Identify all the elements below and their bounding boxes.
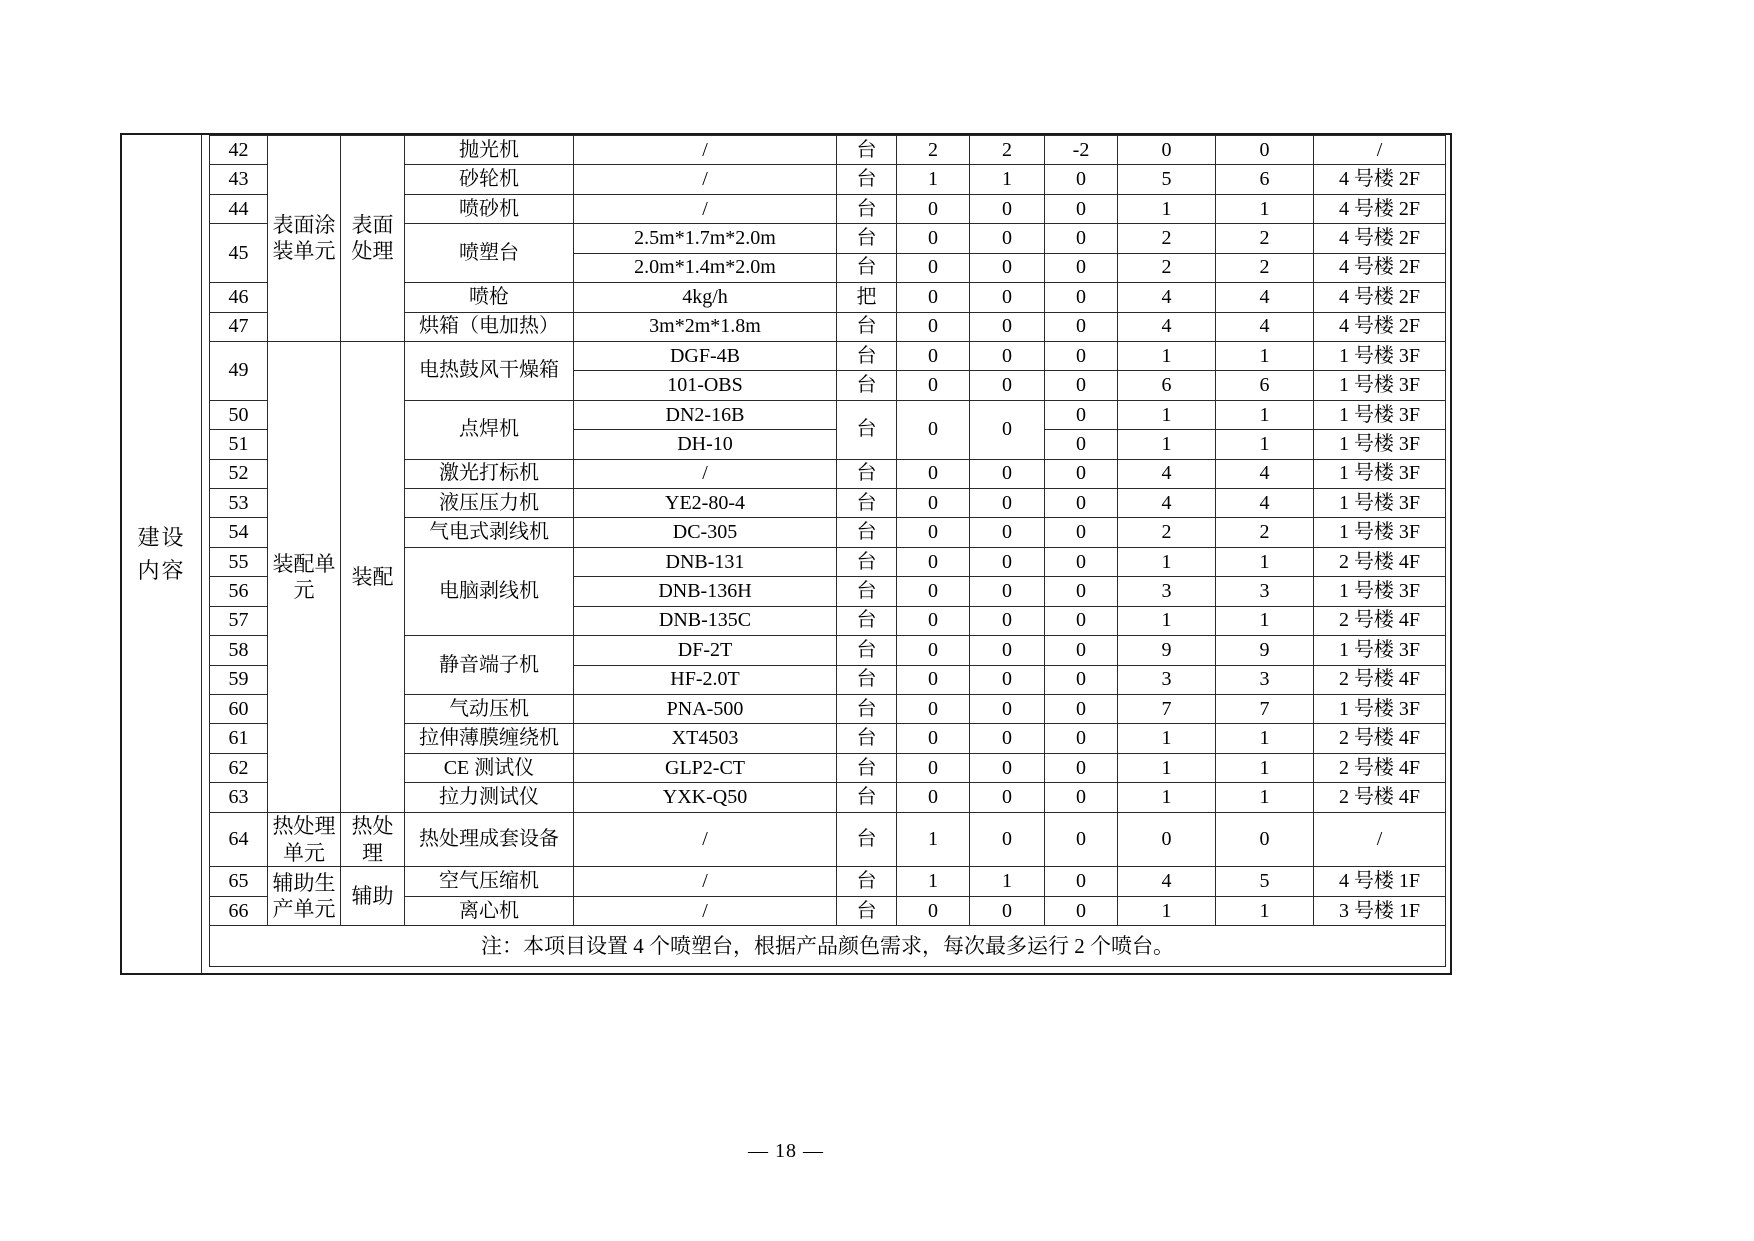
qty-cell: 1: [1118, 606, 1216, 635]
qty-cell: 0: [1045, 400, 1118, 429]
equipment-name-cell: 热处理成套设备: [405, 812, 574, 867]
qty-cell: 0: [897, 371, 970, 400]
unit-of-measure-cell: 台: [837, 606, 897, 635]
process-cell: 表面处理: [341, 136, 405, 342]
qty-cell: 0: [1045, 430, 1118, 459]
equipment-name-cell: 喷塑台: [405, 224, 574, 283]
qty-cell: 0: [970, 636, 1045, 665]
qty-cell: 0: [897, 283, 970, 312]
qty-cell: 0: [897, 783, 970, 812]
spec-cell: DGF-4B: [574, 341, 837, 370]
equipment-name-cell: 空气压缩机: [405, 867, 574, 896]
row-number-cell: 49: [210, 341, 268, 400]
location-cell: 4 号楼 2F: [1314, 312, 1446, 341]
qty-cell: 4: [1118, 489, 1216, 518]
spec-cell: DNB-135C: [574, 606, 837, 635]
qty-cell: 0: [897, 547, 970, 576]
qty-cell: 0: [1216, 136, 1314, 165]
location-cell: 1 号楼 3F: [1314, 459, 1446, 488]
qty-cell: 0: [1216, 812, 1314, 867]
qty-cell: 1: [897, 867, 970, 896]
qty-cell: 0: [1045, 753, 1118, 782]
spec-cell: YE2-80-4: [574, 489, 837, 518]
qty-cell: 4: [1118, 459, 1216, 488]
equipment-name-cell: 液压压力机: [405, 489, 574, 518]
qty-cell: 0: [970, 547, 1045, 576]
qty-cell: 1: [1118, 194, 1216, 223]
qty-cell: 0: [897, 724, 970, 753]
unit-of-measure-cell: 台: [837, 665, 897, 694]
spec-cell: DNB-131: [574, 547, 837, 576]
row-number-cell: 51: [210, 430, 268, 459]
spec-cell: PNA-500: [574, 695, 837, 724]
page-number: — 18 —: [748, 1140, 824, 1162]
qty-cell: 0: [1045, 896, 1118, 925]
qty-cell: 0: [1045, 724, 1118, 753]
qty-cell: 0: [1045, 224, 1118, 253]
spec-cell: 3m*2m*1.8m: [574, 312, 837, 341]
qty-cell: 0: [1045, 636, 1118, 665]
qty-cell: 1: [970, 165, 1045, 194]
qty-cell: 7: [1216, 695, 1314, 724]
row-number-cell: 55: [210, 547, 268, 576]
location-cell: 2 号楼 4F: [1314, 665, 1446, 694]
spec-cell: 2.5m*1.7m*2.0m: [574, 224, 837, 253]
qty-cell: 5: [1118, 165, 1216, 194]
qty-cell: 0: [970, 606, 1045, 635]
qty-cell: 0: [970, 312, 1045, 341]
process-cell: 辅助: [341, 867, 405, 926]
equipment-name-cell: CE 测试仪: [405, 753, 574, 782]
table-row: [210, 341, 1446, 370]
qty-cell: 0: [970, 695, 1045, 724]
qty-cell: 0: [897, 695, 970, 724]
qty-cell: 0: [970, 665, 1045, 694]
location-cell: 1 号楼 3F: [1314, 518, 1446, 547]
qty-cell: 0: [1045, 459, 1118, 488]
qty-cell: 0: [897, 400, 970, 459]
equipment-table: [209, 135, 1446, 967]
location-cell: 1 号楼 3F: [1314, 371, 1446, 400]
spec-cell: /: [574, 867, 837, 896]
qty-cell: 0: [897, 459, 970, 488]
qty-cell: 0: [897, 636, 970, 665]
unit-of-measure-cell: 台: [837, 459, 897, 488]
qty-cell: 0: [970, 812, 1045, 867]
location-cell: 2 号楼 4F: [1314, 783, 1446, 812]
equipment-table-wrap: [209, 135, 1441, 967]
spec-cell: 101-OBS: [574, 371, 837, 400]
qty-cell: 0: [970, 518, 1045, 547]
qty-cell: 9: [1118, 636, 1216, 665]
qty-cell: 0: [970, 753, 1045, 782]
unit-of-measure-cell: 台: [837, 547, 897, 576]
table-row: [210, 867, 1446, 896]
unit-of-measure-cell: 台: [837, 253, 897, 282]
row-number-cell: 63: [210, 783, 268, 812]
qty-cell: 4: [1216, 489, 1314, 518]
equipment-name-cell: 喷枪: [405, 283, 574, 312]
qty-cell: 0: [897, 665, 970, 694]
qty-cell: 3: [1216, 577, 1314, 606]
qty-cell: 0: [897, 489, 970, 518]
qty-cell: 0: [970, 489, 1045, 518]
qty-cell: 1: [1216, 341, 1314, 370]
qty-cell: 0: [970, 224, 1045, 253]
unit-of-measure-cell: 台: [837, 518, 897, 547]
location-cell: /: [1314, 136, 1446, 165]
qty-cell: 2: [897, 136, 970, 165]
equipment-name-cell: 离心机: [405, 896, 574, 925]
qty-cell: 0: [970, 783, 1045, 812]
spec-cell: DH-10: [574, 430, 837, 459]
row-number-cell: 43: [210, 165, 268, 194]
qty-cell: 2: [1118, 518, 1216, 547]
spec-cell: 2.0m*1.4m*2.0m: [574, 253, 837, 282]
row-number-cell: 50: [210, 400, 268, 429]
location-cell: 2 号楼 4F: [1314, 724, 1446, 753]
qty-cell: 0: [970, 371, 1045, 400]
equipment-name-cell: 点焊机: [405, 400, 574, 459]
qty-cell: 0: [970, 253, 1045, 282]
location-cell: 1 号楼 3F: [1314, 636, 1446, 665]
qty-cell: 3: [1118, 577, 1216, 606]
qty-cell: 0: [970, 896, 1045, 925]
qty-cell: 0: [897, 253, 970, 282]
equipment-name-cell: 激光打标机: [405, 459, 574, 488]
qty-cell: 4: [1216, 312, 1314, 341]
qty-cell: 2: [1118, 224, 1216, 253]
equipment-name-cell: 电脑剥线机: [405, 547, 574, 635]
qty-cell: 6: [1216, 371, 1314, 400]
location-cell: 2 号楼 4F: [1314, 606, 1446, 635]
qty-cell: 0: [897, 224, 970, 253]
spec-cell: DF-2T: [574, 636, 837, 665]
unit-of-measure-cell: 台: [837, 867, 897, 896]
unit-of-measure-cell: 台: [837, 812, 897, 867]
equipment-name-cell: 喷砂机: [405, 194, 574, 223]
location-cell: 1 号楼 3F: [1314, 430, 1446, 459]
row-number-cell: 56: [210, 577, 268, 606]
spec-cell: /: [574, 812, 837, 867]
qty-cell: 2: [1216, 224, 1314, 253]
equipment-name-cell: 拉力测试仪: [405, 783, 574, 812]
location-cell: 1 号楼 3F: [1314, 489, 1446, 518]
location-cell: 2 号楼 4F: [1314, 753, 1446, 782]
qty-cell: 0: [1045, 518, 1118, 547]
row-number-cell: 45: [210, 224, 268, 283]
qty-cell: 0: [970, 400, 1045, 459]
qty-cell: 0: [897, 194, 970, 223]
qty-cell: 2: [1118, 253, 1216, 282]
equipment-name-cell: 静音端子机: [405, 636, 574, 695]
unit-of-measure-cell: 台: [837, 636, 897, 665]
construction-content-label-text: 建设内容: [137, 525, 186, 583]
spec-cell: /: [574, 896, 837, 925]
row-number-cell: 65: [210, 867, 268, 896]
table-row: [210, 812, 1446, 867]
equipment-name-cell: 烘箱（电加热）: [405, 312, 574, 341]
table-row: [210, 136, 1446, 165]
location-cell: 1 号楼 3F: [1314, 577, 1446, 606]
qty-cell: 7: [1118, 695, 1216, 724]
row-number-cell: 46: [210, 283, 268, 312]
row-number-cell: 60: [210, 695, 268, 724]
qty-cell: 5: [1216, 867, 1314, 896]
row-number-cell: 52: [210, 459, 268, 488]
spec-cell: /: [574, 459, 837, 488]
qty-cell: 0: [897, 341, 970, 370]
unit-of-measure-cell: 台: [837, 194, 897, 223]
qty-cell: 1: [1216, 547, 1314, 576]
qty-cell: 1: [1216, 194, 1314, 223]
qty-cell: 2: [1216, 518, 1314, 547]
unit-of-measure-cell: 台: [837, 783, 897, 812]
spec-cell: /: [574, 194, 837, 223]
location-cell: 4 号楼 2F: [1314, 283, 1446, 312]
process-cell: 装配: [341, 341, 405, 812]
unit-group-cell: 辅助生产单元: [268, 867, 341, 926]
spec-cell: DC-305: [574, 518, 837, 547]
location-cell: 4 号楼 2F: [1314, 194, 1446, 223]
qty-cell: 0: [897, 518, 970, 547]
note-cell: 注：本项目设置 4 个喷塑台，根据产品颜色需求，每次最多运行 2 个喷台。: [210, 926, 1446, 967]
location-cell: 4 号楼 1F: [1314, 867, 1446, 896]
qty-cell: 4: [1216, 459, 1314, 488]
qty-cell: 0: [1045, 371, 1118, 400]
qty-cell: 2: [970, 136, 1045, 165]
location-cell: 4 号楼 2F: [1314, 165, 1446, 194]
spec-cell: XT4503: [574, 724, 837, 753]
unit-of-measure-cell: 台: [837, 400, 897, 459]
unit-of-measure-cell: 台: [837, 489, 897, 518]
qty-cell: 1: [1118, 547, 1216, 576]
qty-cell: 0: [970, 341, 1045, 370]
qty-cell: 9: [1216, 636, 1314, 665]
qty-cell: 0: [1045, 194, 1118, 223]
qty-cell: 0: [1045, 283, 1118, 312]
unit-of-measure-cell: 把: [837, 283, 897, 312]
qty-cell: 0: [970, 459, 1045, 488]
qty-cell: 3: [1216, 665, 1314, 694]
qty-cell: 1: [1118, 430, 1216, 459]
qty-cell: 0: [897, 606, 970, 635]
table-row: [210, 926, 1446, 967]
row-number-cell: 62: [210, 753, 268, 782]
row-number-cell: 57: [210, 606, 268, 635]
spec-cell: DN2-16B: [574, 400, 837, 429]
spec-cell: GLP2-CT: [574, 753, 837, 782]
qty-cell: 1: [1216, 724, 1314, 753]
qty-cell: 1: [1216, 430, 1314, 459]
qty-cell: 1: [1118, 341, 1216, 370]
qty-cell: 1: [1118, 896, 1216, 925]
qty-cell: 0: [1045, 341, 1118, 370]
qty-cell: 2: [1216, 253, 1314, 282]
qty-cell: 0: [1118, 812, 1216, 867]
qty-cell: 0: [1045, 783, 1118, 812]
qty-cell: 0: [970, 194, 1045, 223]
qty-cell: 1: [1216, 400, 1314, 429]
qty-cell: 6: [1118, 371, 1216, 400]
location-cell: /: [1314, 812, 1446, 867]
qty-cell: 0: [1118, 136, 1216, 165]
equipment-name-cell: 砂轮机: [405, 165, 574, 194]
process-cell: 热处理: [341, 812, 405, 867]
qty-cell: 1: [1118, 783, 1216, 812]
qty-cell: 1: [1118, 400, 1216, 429]
equipment-name-cell: 抛光机: [405, 136, 574, 165]
row-number-cell: 66: [210, 896, 268, 925]
qty-cell: 6: [1216, 165, 1314, 194]
qty-cell: 1: [1216, 896, 1314, 925]
qty-cell: 0: [1045, 312, 1118, 341]
qty-cell: 0: [970, 577, 1045, 606]
unit-group-cell: 表面涂装单元: [268, 136, 341, 342]
qty-cell: 0: [1045, 489, 1118, 518]
unit-of-measure-cell: 台: [837, 224, 897, 253]
location-cell: 2 号楼 4F: [1314, 547, 1446, 576]
qty-cell: 0: [1045, 606, 1118, 635]
row-number-cell: 54: [210, 518, 268, 547]
spec-cell: DNB-136H: [574, 577, 837, 606]
qty-cell: 1: [1216, 753, 1314, 782]
unit-of-measure-cell: 台: [837, 371, 897, 400]
unit-group-cell: 装配单元: [268, 341, 341, 812]
unit-of-measure-cell: 台: [837, 896, 897, 925]
unit-of-measure-cell: 台: [837, 341, 897, 370]
construction-content-label: [122, 135, 202, 973]
qty-cell: 4: [1216, 283, 1314, 312]
location-cell: 1 号楼 3F: [1314, 695, 1446, 724]
row-number-cell: 53: [210, 489, 268, 518]
unit-of-measure-cell: 台: [837, 753, 897, 782]
qty-cell: 1: [1216, 606, 1314, 635]
unit-of-measure-cell: 台: [837, 724, 897, 753]
qty-cell: 0: [1045, 665, 1118, 694]
qty-cell: 0: [1045, 867, 1118, 896]
spec-cell: /: [574, 136, 837, 165]
qty-cell: 0: [1045, 165, 1118, 194]
unit-of-measure-cell: 台: [837, 165, 897, 194]
unit-of-measure-cell: 台: [837, 695, 897, 724]
row-number-cell: 58: [210, 636, 268, 665]
spec-cell: YXK-Q50: [574, 783, 837, 812]
qty-cell: 1: [897, 812, 970, 867]
row-number-cell: 61: [210, 724, 268, 753]
row-number-cell: 59: [210, 665, 268, 694]
qty-cell: 1: [970, 867, 1045, 896]
qty-cell: 0: [1045, 547, 1118, 576]
qty-cell: 0: [970, 724, 1045, 753]
location-cell: 4 号楼 2F: [1314, 224, 1446, 253]
equipment-name-cell: 气动压机: [405, 695, 574, 724]
qty-cell: 0: [897, 753, 970, 782]
qty-cell: 1: [1118, 753, 1216, 782]
qty-cell: 0: [897, 312, 970, 341]
qty-cell: 1: [897, 165, 970, 194]
spec-cell: /: [574, 165, 837, 194]
qty-cell: 4: [1118, 283, 1216, 312]
spec-cell: 4kg/h: [574, 283, 837, 312]
qty-cell: 0: [897, 577, 970, 606]
unit-of-measure-cell: 台: [837, 577, 897, 606]
qty-cell: 0: [1045, 695, 1118, 724]
qty-cell: 0: [897, 896, 970, 925]
equipment-name-cell: 电热鼓风干燥箱: [405, 341, 574, 400]
location-cell: 3 号楼 1F: [1314, 896, 1446, 925]
row-number-cell: 64: [210, 812, 268, 867]
qty-cell: 0: [970, 283, 1045, 312]
spec-cell: HF-2.0T: [574, 665, 837, 694]
qty-cell: 0: [1045, 253, 1118, 282]
location-cell: 4 号楼 2F: [1314, 253, 1446, 282]
unit-of-measure-cell: 台: [837, 312, 897, 341]
unit-of-measure-cell: 台: [837, 136, 897, 165]
equipment-name-cell: 气电式剥线机: [405, 518, 574, 547]
qty-cell: 4: [1118, 867, 1216, 896]
qty-cell: 0: [1045, 812, 1118, 867]
qty-cell: 1: [1216, 783, 1314, 812]
row-number-cell: 44: [210, 194, 268, 223]
qty-cell: 3: [1118, 665, 1216, 694]
equipment-name-cell: 拉伸薄膜缠绕机: [405, 724, 574, 753]
qty-cell: 1: [1118, 724, 1216, 753]
construction-content-table-frame: [120, 133, 1452, 975]
qty-cell: 4: [1118, 312, 1216, 341]
qty-cell: 0: [1045, 577, 1118, 606]
row-number-cell: 47: [210, 312, 268, 341]
location-cell: 1 号楼 3F: [1314, 400, 1446, 429]
location-cell: 1 号楼 3F: [1314, 341, 1446, 370]
qty-cell: -2: [1045, 136, 1118, 165]
unit-group-cell: 热处理单元: [268, 812, 341, 867]
row-number-cell: 42: [210, 136, 268, 165]
